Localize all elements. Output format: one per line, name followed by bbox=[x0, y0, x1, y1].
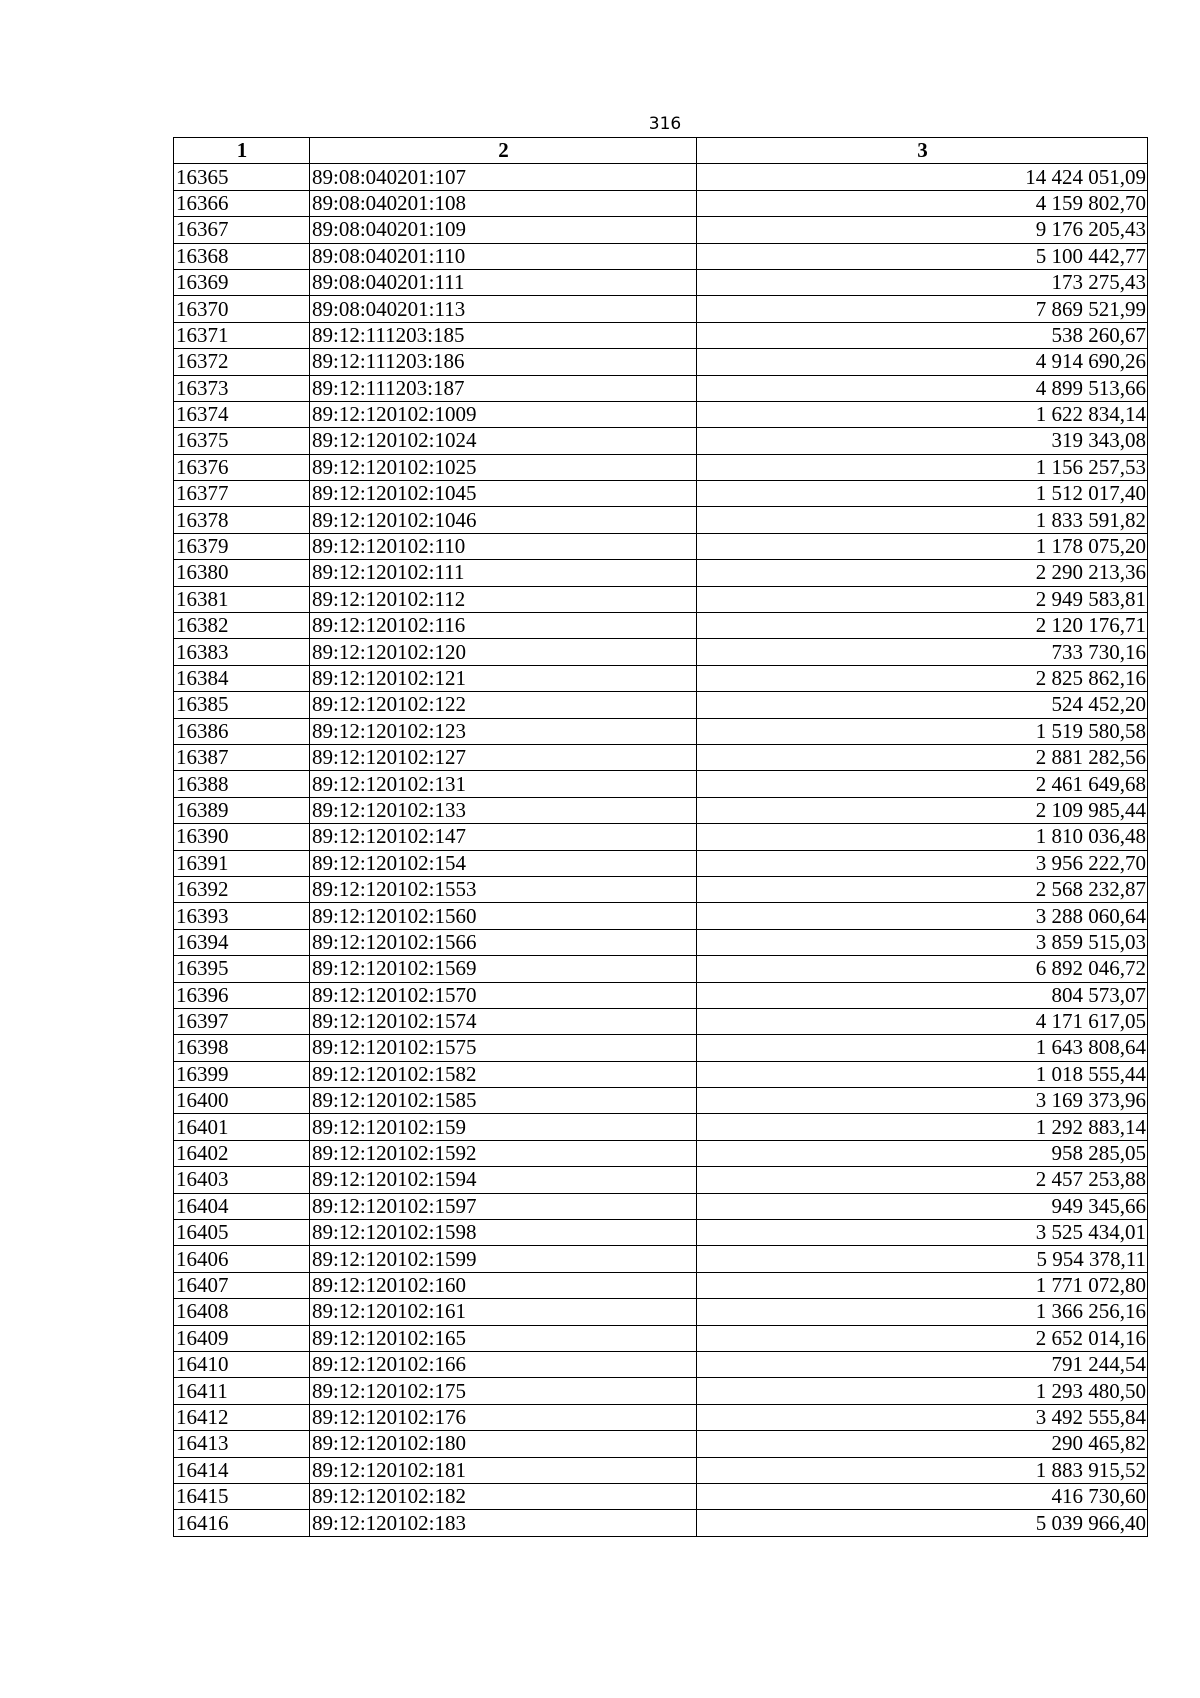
value-cell: 1 512 017,40 bbox=[697, 481, 1148, 507]
value-cell: 416 730,60 bbox=[697, 1483, 1148, 1509]
table-row bbox=[174, 375, 1148, 401]
row-number-cell: 16385 bbox=[174, 692, 310, 718]
value-cell: 1 292 883,14 bbox=[697, 1114, 1148, 1140]
value-cell: 319 343,08 bbox=[697, 428, 1148, 454]
value-cell: 1 018 555,44 bbox=[697, 1061, 1148, 1087]
row-number-cell: 16402 bbox=[174, 1140, 310, 1166]
row-number-cell: 16386 bbox=[174, 718, 310, 744]
value-cell: 804 573,07 bbox=[697, 982, 1148, 1008]
row-number-cell: 16392 bbox=[174, 876, 310, 902]
cadastral-number-cell: 89:12:120102:147 bbox=[310, 824, 697, 850]
cadastral-number-cell: 89:12:120102:165 bbox=[310, 1325, 697, 1351]
table-row bbox=[174, 507, 1148, 533]
cadastral-number-cell: 89:12:120102:159 bbox=[310, 1114, 697, 1140]
cadastral-number-cell: 89:12:120102:1585 bbox=[310, 1088, 697, 1114]
value-cell: 4 171 617,05 bbox=[697, 1008, 1148, 1034]
cadastral-number-cell: 89:12:120102:123 bbox=[310, 718, 697, 744]
value-cell: 949 345,66 bbox=[697, 1193, 1148, 1219]
row-number-cell: 16367 bbox=[174, 217, 310, 243]
row-number-cell: 16368 bbox=[174, 243, 310, 269]
table-row bbox=[174, 718, 1148, 744]
value-cell: 2 652 014,16 bbox=[697, 1325, 1148, 1351]
cadastral-number-cell: 89:12:120102:127 bbox=[310, 744, 697, 770]
value-cell: 1 810 036,48 bbox=[697, 824, 1148, 850]
table-row bbox=[174, 481, 1148, 507]
row-number-cell: 16400 bbox=[174, 1088, 310, 1114]
cadastral-number-cell: 89:12:120102:116 bbox=[310, 613, 697, 639]
row-number-cell: 16414 bbox=[174, 1457, 310, 1483]
table-row bbox=[174, 190, 1148, 216]
row-number-cell: 16378 bbox=[174, 507, 310, 533]
cadastral-number-cell: 89:12:120102:180 bbox=[310, 1431, 697, 1457]
cadastral-number-cell: 89:12:120102:1574 bbox=[310, 1008, 697, 1034]
row-number-cell: 16370 bbox=[174, 296, 310, 322]
cadastral-number-cell: 89:12:120102:1599 bbox=[310, 1246, 697, 1272]
row-number-cell: 16381 bbox=[174, 586, 310, 612]
table-row bbox=[174, 1140, 1148, 1166]
row-number-cell: 16397 bbox=[174, 1008, 310, 1034]
table-header bbox=[174, 138, 1148, 164]
table-row bbox=[174, 428, 1148, 454]
row-number-cell: 16408 bbox=[174, 1299, 310, 1325]
row-number-cell: 16403 bbox=[174, 1167, 310, 1193]
table-row bbox=[174, 1008, 1148, 1034]
table-row bbox=[174, 1061, 1148, 1087]
row-number-cell: 16365 bbox=[174, 164, 310, 190]
value-cell: 1 771 072,80 bbox=[697, 1272, 1148, 1298]
row-number-cell: 16396 bbox=[174, 982, 310, 1008]
value-cell: 173 275,43 bbox=[697, 269, 1148, 295]
value-cell: 1 156 257,53 bbox=[697, 454, 1148, 480]
cadastral-number-cell: 89:12:120102:133 bbox=[310, 797, 697, 823]
table-row bbox=[174, 269, 1148, 295]
row-number-cell: 16389 bbox=[174, 797, 310, 823]
data-table bbox=[173, 137, 1148, 1537]
row-number-cell: 16369 bbox=[174, 269, 310, 295]
table-row bbox=[174, 1483, 1148, 1509]
table-row bbox=[174, 982, 1148, 1008]
cadastral-number-cell: 89:12:120102:112 bbox=[310, 586, 697, 612]
table-row bbox=[174, 1510, 1148, 1536]
value-cell: 538 260,67 bbox=[697, 322, 1148, 348]
value-cell: 1 883 915,52 bbox=[697, 1457, 1148, 1483]
table-row bbox=[174, 1431, 1148, 1457]
value-cell: 5 039 966,40 bbox=[697, 1510, 1148, 1536]
row-number-cell: 16387 bbox=[174, 744, 310, 770]
table-row bbox=[174, 1299, 1148, 1325]
cadastral-number-cell: 89:12:120102:1598 bbox=[310, 1220, 697, 1246]
cadastral-number-cell: 89:12:120102:1009 bbox=[310, 401, 697, 427]
value-cell: 3 288 060,64 bbox=[697, 903, 1148, 929]
cadastral-number-cell: 89:12:120102:175 bbox=[310, 1378, 697, 1404]
cadastral-number-cell: 89:12:120102:181 bbox=[310, 1457, 697, 1483]
cadastral-number-cell: 89:08:040201:113 bbox=[310, 296, 697, 322]
cadastral-number-cell: 89:12:120102:166 bbox=[310, 1351, 697, 1377]
table-row bbox=[174, 956, 1148, 982]
value-cell: 1 178 075,20 bbox=[697, 533, 1148, 559]
value-cell: 3 956 222,70 bbox=[697, 850, 1148, 876]
value-cell: 2 949 583,81 bbox=[697, 586, 1148, 612]
cadastral-number-cell: 89:12:120102:122 bbox=[310, 692, 697, 718]
row-number-cell: 16388 bbox=[174, 771, 310, 797]
value-cell: 1 833 591,82 bbox=[697, 507, 1148, 533]
table-row bbox=[174, 1220, 1148, 1246]
row-number-cell: 16366 bbox=[174, 190, 310, 216]
row-number-cell: 16410 bbox=[174, 1351, 310, 1377]
table-row bbox=[174, 560, 1148, 586]
table-row bbox=[174, 1457, 1148, 1483]
value-cell: 14 424 051,09 bbox=[697, 164, 1148, 190]
cadastral-number-cell: 89:12:120102:161 bbox=[310, 1299, 697, 1325]
row-number-cell: 16382 bbox=[174, 613, 310, 639]
value-cell: 2 461 649,68 bbox=[697, 771, 1148, 797]
cadastral-number-cell: 89:12:120102:1045 bbox=[310, 481, 697, 507]
value-cell: 290 465,82 bbox=[697, 1431, 1148, 1457]
row-number-cell: 16391 bbox=[174, 850, 310, 876]
row-number-cell: 16375 bbox=[174, 428, 310, 454]
value-cell: 1 519 580,58 bbox=[697, 718, 1148, 744]
row-number-cell: 16406 bbox=[174, 1246, 310, 1272]
table-row bbox=[174, 401, 1148, 427]
value-cell: 6 892 046,72 bbox=[697, 956, 1148, 982]
cadastral-number-cell: 89:08:040201:111 bbox=[310, 269, 697, 295]
cadastral-number-cell: 89:08:040201:108 bbox=[310, 190, 697, 216]
table-row bbox=[174, 771, 1148, 797]
table-row bbox=[174, 613, 1148, 639]
column-header-2: 2 bbox=[310, 138, 697, 164]
value-cell: 524 452,20 bbox=[697, 692, 1148, 718]
cadastral-number-cell: 89:12:120102:110 bbox=[310, 533, 697, 559]
value-cell: 9 176 205,43 bbox=[697, 217, 1148, 243]
table-row bbox=[174, 1404, 1148, 1430]
header-row bbox=[174, 138, 1148, 164]
value-cell: 4 159 802,70 bbox=[697, 190, 1148, 216]
value-cell: 2 120 176,71 bbox=[697, 613, 1148, 639]
row-number-cell: 16374 bbox=[174, 401, 310, 427]
value-cell: 2 568 232,87 bbox=[697, 876, 1148, 902]
row-number-cell: 16383 bbox=[174, 639, 310, 665]
row-number-cell: 16380 bbox=[174, 560, 310, 586]
column-header-3: 3 bbox=[697, 138, 1148, 164]
row-number-cell: 16393 bbox=[174, 903, 310, 929]
value-cell: 3 525 434,01 bbox=[697, 1220, 1148, 1246]
table-row bbox=[174, 903, 1148, 929]
cadastral-number-cell: 89:12:120102:1046 bbox=[310, 507, 697, 533]
table-row bbox=[174, 665, 1148, 691]
table-row bbox=[174, 797, 1148, 823]
cadastral-number-cell: 89:12:120102:176 bbox=[310, 1404, 697, 1430]
value-cell: 3 859 515,03 bbox=[697, 929, 1148, 955]
table-row bbox=[174, 744, 1148, 770]
cadastral-number-cell: 89:12:120102:131 bbox=[310, 771, 697, 797]
table-row bbox=[174, 243, 1148, 269]
row-number-cell: 16412 bbox=[174, 1404, 310, 1430]
value-cell: 1 293 480,50 bbox=[697, 1378, 1148, 1404]
table-row bbox=[174, 1246, 1148, 1272]
value-cell: 7 869 521,99 bbox=[697, 296, 1148, 322]
value-cell: 733 730,16 bbox=[697, 639, 1148, 665]
row-number-cell: 16384 bbox=[174, 665, 310, 691]
cadastral-number-cell: 89:12:120102:1594 bbox=[310, 1167, 697, 1193]
table-row bbox=[174, 1351, 1148, 1377]
cadastral-number-cell: 89:12:111203:185 bbox=[310, 322, 697, 348]
cadastral-number-cell: 89:08:040201:109 bbox=[310, 217, 697, 243]
row-number-cell: 16413 bbox=[174, 1431, 310, 1457]
table-row bbox=[174, 1378, 1148, 1404]
table-row bbox=[174, 929, 1148, 955]
value-cell: 4 914 690,26 bbox=[697, 349, 1148, 375]
cadastral-number-cell: 89:08:040201:110 bbox=[310, 243, 697, 269]
row-number-cell: 16409 bbox=[174, 1325, 310, 1351]
cadastral-number-cell: 89:12:120102:1570 bbox=[310, 982, 697, 1008]
cadastral-number-cell: 89:12:120102:121 bbox=[310, 665, 697, 691]
table-row bbox=[174, 1088, 1148, 1114]
cadastral-number-cell: 89:08:040201:107 bbox=[310, 164, 697, 190]
table-row bbox=[174, 876, 1148, 902]
table-row bbox=[174, 639, 1148, 665]
row-number-cell: 16373 bbox=[174, 375, 310, 401]
cadastral-number-cell: 89:12:120102:1024 bbox=[310, 428, 697, 454]
cadastral-number-cell: 89:12:120102:183 bbox=[310, 1510, 697, 1536]
row-number-cell: 16390 bbox=[174, 824, 310, 850]
table-row bbox=[174, 586, 1148, 612]
row-number-cell: 16405 bbox=[174, 1220, 310, 1246]
cadastral-number-cell: 89:12:120102:182 bbox=[310, 1483, 697, 1509]
value-cell: 2 881 282,56 bbox=[697, 744, 1148, 770]
cadastral-number-cell: 89:12:120102:1592 bbox=[310, 1140, 697, 1166]
value-cell: 1 643 808,64 bbox=[697, 1035, 1148, 1061]
row-number-cell: 16416 bbox=[174, 1510, 310, 1536]
value-cell: 5 954 378,11 bbox=[697, 1246, 1148, 1272]
table-row bbox=[174, 164, 1148, 190]
row-number-cell: 16371 bbox=[174, 322, 310, 348]
value-cell: 2 825 862,16 bbox=[697, 665, 1148, 691]
row-number-cell: 16407 bbox=[174, 1272, 310, 1298]
table-row bbox=[174, 692, 1148, 718]
value-cell: 1 622 834,14 bbox=[697, 401, 1148, 427]
cadastral-number-cell: 89:12:120102:160 bbox=[310, 1272, 697, 1298]
value-cell: 2 290 213,36 bbox=[697, 560, 1148, 586]
page-number: 316 bbox=[648, 114, 682, 134]
table-row bbox=[174, 322, 1148, 348]
row-number-cell: 16379 bbox=[174, 533, 310, 559]
value-cell: 2 109 985,44 bbox=[697, 797, 1148, 823]
cadastral-number-cell: 89:12:120102:1566 bbox=[310, 929, 697, 955]
cadastral-number-cell: 89:12:120102:1582 bbox=[310, 1061, 697, 1087]
cadastral-number-cell: 89:12:120102:1575 bbox=[310, 1035, 697, 1061]
value-cell: 958 285,05 bbox=[697, 1140, 1148, 1166]
column-header-1: 1 bbox=[174, 138, 310, 164]
cadastral-number-cell: 89:12:120102:1560 bbox=[310, 903, 697, 929]
cadastral-number-cell: 89:12:120102:120 bbox=[310, 639, 697, 665]
cadastral-number-cell: 89:12:120102:1597 bbox=[310, 1193, 697, 1219]
row-number-cell: 16395 bbox=[174, 956, 310, 982]
value-cell: 4 899 513,66 bbox=[697, 375, 1148, 401]
cadastral-number-cell: 89:12:120102:1025 bbox=[310, 454, 697, 480]
table-row bbox=[174, 349, 1148, 375]
row-number-cell: 16376 bbox=[174, 454, 310, 480]
table-row bbox=[174, 1193, 1148, 1219]
row-number-cell: 16372 bbox=[174, 349, 310, 375]
row-number-cell: 16401 bbox=[174, 1114, 310, 1140]
value-cell: 1 366 256,16 bbox=[697, 1299, 1148, 1325]
table-row bbox=[174, 824, 1148, 850]
table-row bbox=[174, 296, 1148, 322]
cadastral-number-cell: 89:12:111203:187 bbox=[310, 375, 697, 401]
row-number-cell: 16404 bbox=[174, 1193, 310, 1219]
table-row bbox=[174, 1035, 1148, 1061]
cadastral-number-cell: 89:12:111203:186 bbox=[310, 349, 697, 375]
table-row bbox=[174, 533, 1148, 559]
row-number-cell: 16399 bbox=[174, 1061, 310, 1087]
value-cell: 3 169 373,96 bbox=[697, 1088, 1148, 1114]
table-row bbox=[174, 850, 1148, 876]
table-row bbox=[174, 1114, 1148, 1140]
table-row bbox=[174, 1325, 1148, 1351]
value-cell: 5 100 442,77 bbox=[697, 243, 1148, 269]
value-cell: 2 457 253,88 bbox=[697, 1167, 1148, 1193]
table-body bbox=[174, 164, 1148, 1536]
cadastral-number-cell: 89:12:120102:154 bbox=[310, 850, 697, 876]
table-row bbox=[174, 217, 1148, 243]
row-number-cell: 16394 bbox=[174, 929, 310, 955]
row-number-cell: 16411 bbox=[174, 1378, 310, 1404]
cadastral-number-cell: 89:12:120102:1569 bbox=[310, 956, 697, 982]
value-cell: 791 244,54 bbox=[697, 1351, 1148, 1377]
row-number-cell: 16377 bbox=[174, 481, 310, 507]
row-number-cell: 16415 bbox=[174, 1483, 310, 1509]
table-row bbox=[174, 1272, 1148, 1298]
table-row bbox=[174, 1167, 1148, 1193]
cadastral-number-cell: 89:12:120102:1553 bbox=[310, 876, 697, 902]
cadastral-number-cell: 89:12:120102:111 bbox=[310, 560, 697, 586]
row-number-cell: 16398 bbox=[174, 1035, 310, 1061]
value-cell: 3 492 555,84 bbox=[697, 1404, 1148, 1430]
table-row bbox=[174, 454, 1148, 480]
